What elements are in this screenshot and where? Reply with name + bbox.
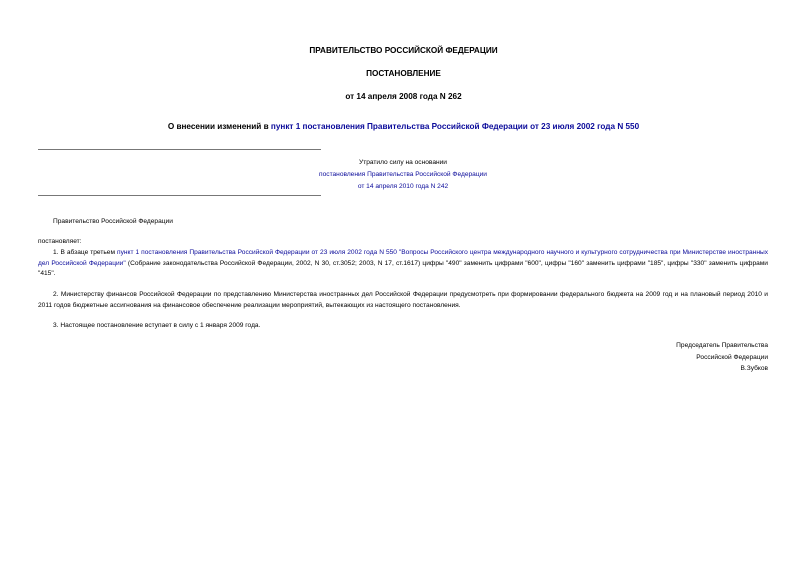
signature-name: В.Зубков: [740, 365, 768, 372]
p1-end: (Собрание законодательства Российской Федерации, 2002, N 30, ст.3052; 2003, N 17, ст.1617) цифры "490" заменить цифрами "600", цифры "160" заменить цифрами "185", цифры "330" заменить цифрами "415".: [38, 259, 768, 277]
repeal-link-line1[interactable]: постановления Правительства Российской Федерации: [319, 171, 487, 178]
issuer: Правительство Российской Федерации: [53, 218, 173, 225]
p1-start: 1. В абзаце третьем: [53, 249, 117, 256]
signature-title: Председатель Правительства: [676, 342, 768, 349]
paragraph-2: 2. Министерству финансов Российской Федерации по представлению Министерства иностранных дел Российской Федерации предусмотреть при формировании федерального бюджета на 2009 год и на плановый период 2010 и 2011 годов бюджетные ассигнования на финансовое обеспечение реализации мероприятий, вытекающих из настоящего постановления.: [38, 291, 768, 309]
paragraph-3: 3. Настоящее постановление вступает в силу с 1 января 2009 года.: [53, 322, 261, 329]
paragraph-1: [38, 248, 768, 280]
government-heading: ПРАВИТЕЛЬСТВО РОССИЙСКОЙ ФЕДЕРАЦИИ: [309, 46, 498, 55]
repeal-note: [303, 157, 503, 193]
divider-bottom: [38, 195, 321, 196]
document-title: [0, 122, 807, 131]
divider-top: [38, 149, 321, 150]
title-link[interactable]: пункт 1 постановления Правительства Российской Федерации от 23 июля 2002 года N 550: [270, 122, 640, 131]
p1-link[interactable]: пункт 1 постановления Правительства Российской Федерации от 23 июля 2002 года N 550 "Вопросы Российского центра международного научного и культурного сотрудничества при Министерстве иностранных дел Российской Федерации": [38, 249, 768, 267]
document-type: ПОСТАНОВЛЕНИЕ: [366, 69, 441, 78]
repeal-note-text: Утратило силу на основании: [359, 159, 447, 166]
signature-block: [568, 340, 768, 375]
decrees-word: постановляет:: [38, 238, 82, 245]
document-date: от 14 апреля 2008 года N 262: [345, 92, 462, 101]
title-prefix: О внесении изменений в: [167, 122, 271, 131]
signature-org: Российской Федерации: [696, 353, 768, 361]
repeal-link-line2[interactable]: от 14 апреля 2010 года N 242: [357, 183, 449, 190]
